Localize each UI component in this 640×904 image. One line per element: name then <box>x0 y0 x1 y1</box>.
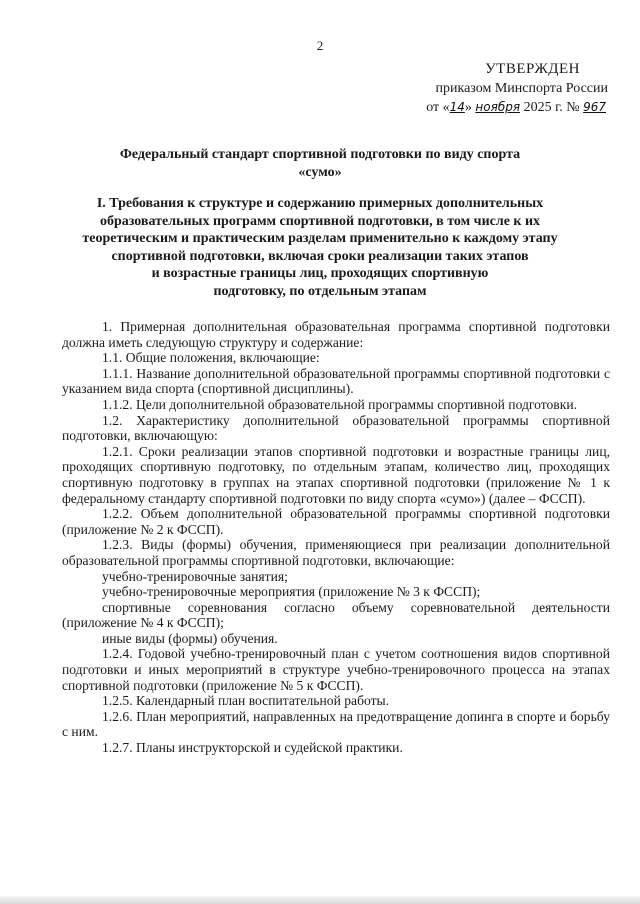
date-year: 2025 г. № <box>520 100 584 115</box>
section-title-line: образовательных программ спортивной подготовки, в том числе к их <box>99 213 541 229</box>
paragraph: 1.2.4. Годовой учебно-тренировочный план с учетом соотношения видов спортивной подготовки и иных мероприятий в структуре учебно-тренировочного процесса на этапах спортивной подготовки (приложение № 5 к ФССП). <box>62 646 610 693</box>
section-title-line: и возрастные границы лиц, проходящих спортивную <box>151 266 489 281</box>
section-title-line: подготовку, по отдельным этапам <box>213 283 427 299</box>
handwritten-number: 967 <box>583 100 606 114</box>
document-title-line: «сумо» <box>298 165 342 180</box>
paragraph: 1. Примерная дополнительная образовательная программа спортивной подготовки должна иметь следующую структуру и содержание: <box>62 319 610 350</box>
handwritten-day: 14 <box>449 100 465 114</box>
paragraph: 1.2.1. Сроки реализации этапов спортивной подготовки и возрастные границы лиц, проходящих спортивную подготовку, по отдельным этапам, количество лиц, проходящих спортивную подготовку в группах на этапах спортивной подготовки (приложение № 1 к федеральному стандарту спортивной подготовки по виду спорта «сумо») (далее – ФССП). <box>62 443 610 506</box>
approval-stamp <box>360 60 620 117</box>
paragraph: 1.2.5. Календарный план воспитательной работы. <box>102 693 390 709</box>
date-mid: » <box>464 100 476 115</box>
paragraph: 1.2.3. Виды (формы) обучения, применяющиеся при реализации дополнительной образовательной программы спортивной подготовки, включающие: <box>62 537 610 568</box>
paragraph: иные виды (формы) обучения. <box>102 630 278 646</box>
section-title <box>72 195 568 300</box>
paragraph: 1.1. Общие положения, включающие: <box>102 350 320 366</box>
page-number: 2 <box>316 38 324 53</box>
paragraph: 1.2. Характеристику дополнительной образовательной программы спортивной подготовки, включающую: <box>62 412 610 444</box>
section-title-line: теоретическим и практическим разделам применительно к каждому этапу <box>82 231 558 246</box>
approval-title: УТВЕРЖДЕН <box>485 61 580 77</box>
paragraph: 1.1.2. Цели дополнительной образовательной программы спортивной подготовки. <box>102 396 578 412</box>
date-prefix: от « <box>426 100 450 115</box>
paragraph: 1.2.6. План мероприятий, направленных на предотвращение допинга в спорте и борьбу с ним. <box>62 708 610 740</box>
approval-date-line <box>360 98 620 117</box>
paragraph: спортивные соревнования согласно объему соревновательной деятельности (приложение № 4 к ФССП); <box>62 599 610 631</box>
approval-order-line: приказом Минспорта России <box>435 81 608 96</box>
paragraph: 1.1.1. Название дополнительной образовательной программы спортивной подготовки с указанием вида спорта (спортивной дисциплины). <box>62 365 610 397</box>
paragraph: 1.2.7. Планы инструкторской и судейской практики. <box>102 740 403 756</box>
scan-edge <box>0 896 640 904</box>
section-title-line: спортивной подготовки, включая сроки реализации таких этапов <box>111 248 529 264</box>
paragraph: 1.2.2. Объем дополнительной образовательной программы спортивной подготовки (приложение № 2 к ФССП). <box>62 506 610 537</box>
section-title-line: I. Требования к структуре и содержанию примерных дополнительных <box>96 196 544 211</box>
document-title-line: Федеральный стандарт спортивной подготовки по виду спорта <box>119 147 521 162</box>
handwritten-month: ноября <box>475 100 521 114</box>
paragraph: учебно-тренировочные мероприятия (приложение № 3 к ФССП); <box>102 584 481 600</box>
paragraph: учебно-тренировочные занятия; <box>102 568 288 584</box>
document-title <box>60 146 580 182</box>
document-body <box>62 319 610 756</box>
